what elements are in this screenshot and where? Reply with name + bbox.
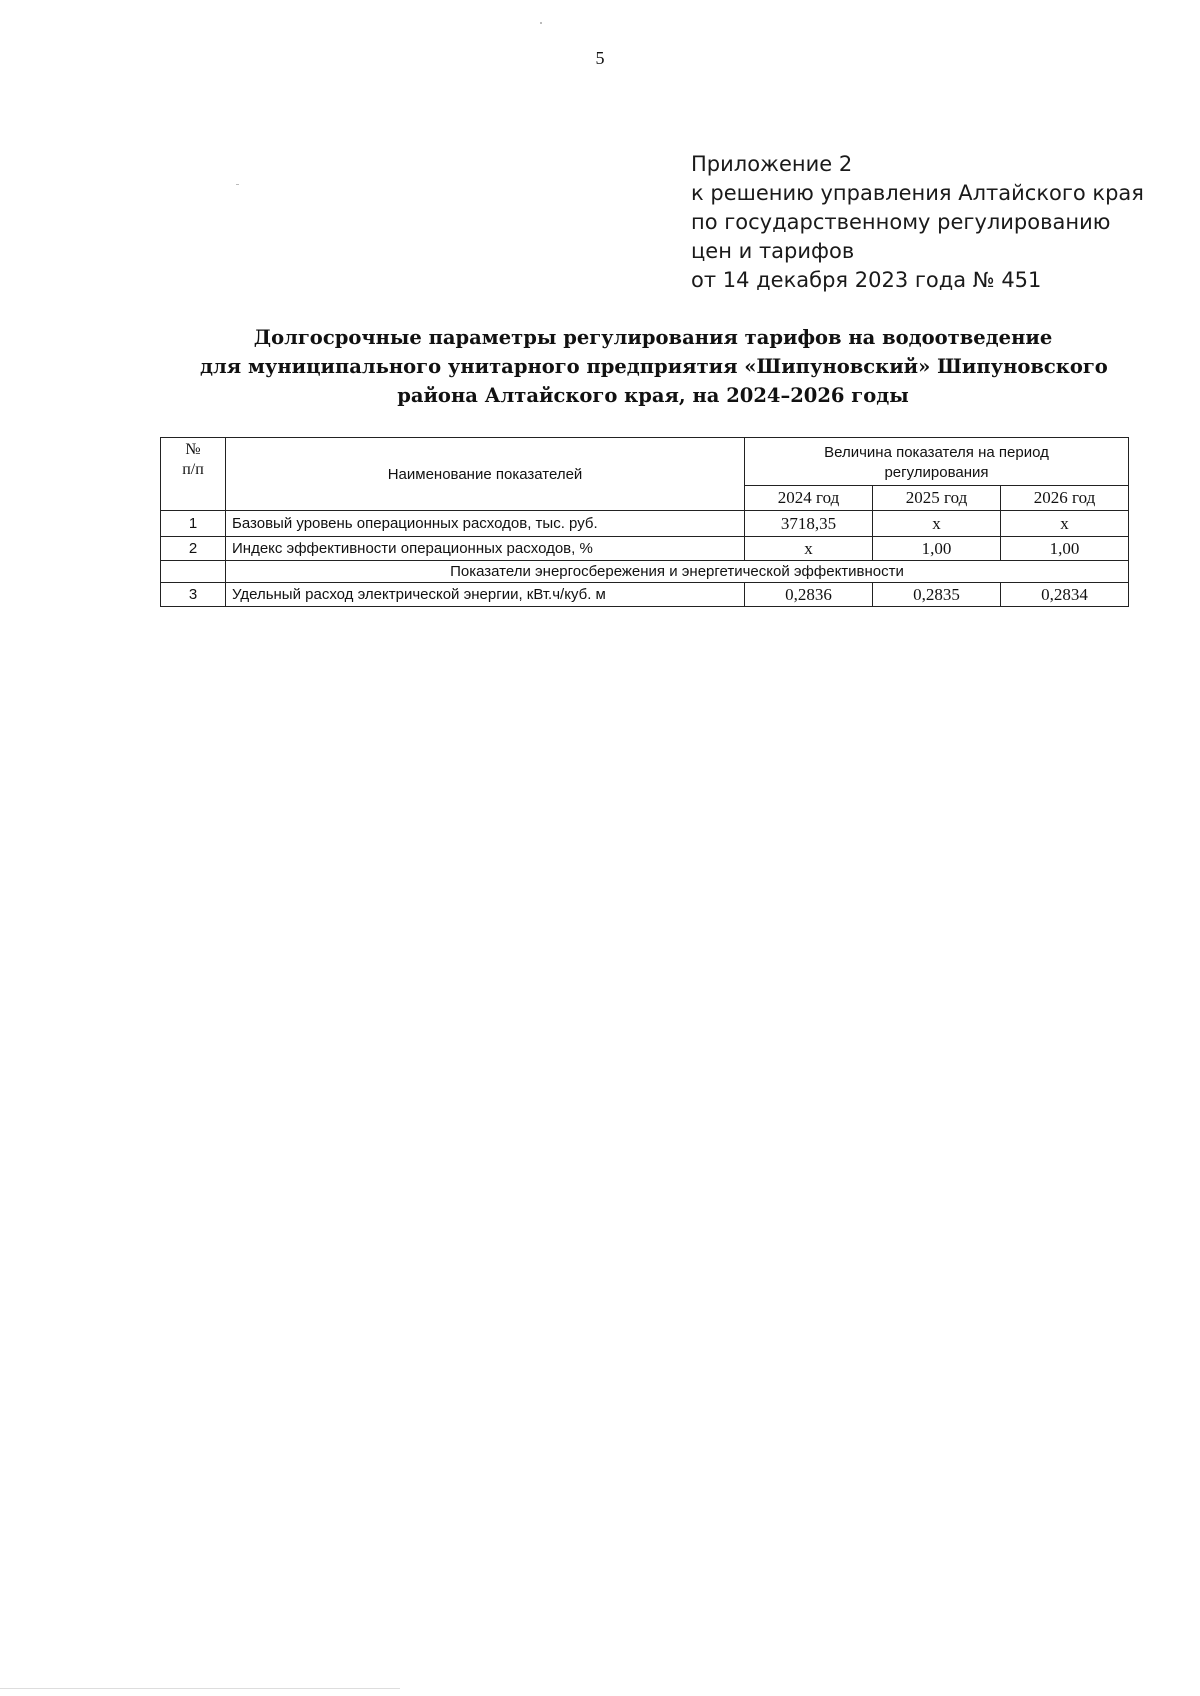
- document-title: [200, 323, 1106, 410]
- title-line-2: для муниципального унитарного предприятия «Шипуновский» Шипуновского: [200, 355, 1108, 378]
- row-value-2025: 0,2835: [873, 583, 1001, 607]
- header-number-sign: №: [185, 441, 201, 458]
- header-year-2025: 2025 год: [873, 486, 1001, 511]
- title-line-3: района Алтайского края, на 2024–2026 годы: [397, 384, 909, 407]
- header-number-cell: [161, 438, 226, 511]
- table-row: [161, 583, 1129, 607]
- header-year-2026: 2026 год: [1001, 486, 1129, 511]
- row-value-2026: х: [1001, 511, 1129, 537]
- scan-edge-line: [0, 1688, 400, 1689]
- row-value-2026: 1,00: [1001, 537, 1129, 561]
- section-empty-cell: [161, 561, 226, 583]
- row-number: 2: [161, 537, 226, 561]
- row-name: Базовый уровень операционных расходов, тыс. руб.: [226, 511, 745, 537]
- title-line-1: Долгосрочные параметры регулирования тарифов на водоотведение: [253, 326, 1053, 349]
- page-number: 5: [595, 48, 605, 68]
- row-name: Удельный расход электрической энергии, кВт.ч/куб. м: [226, 583, 745, 607]
- row-name: Индекс эффективности операционных расходов, %: [226, 537, 745, 561]
- table-row: [161, 511, 1129, 537]
- section-heading: Показатели энергосбережения и энергетической эффективности: [226, 561, 1129, 583]
- row-value-2026: 0,2834: [1001, 583, 1129, 607]
- row-value-2024: 0,2836: [745, 583, 873, 607]
- header-period-line-2: регулирования: [884, 463, 989, 481]
- appendix-line-3: по государственному регулированию: [691, 210, 1111, 234]
- header-period-cell: [745, 438, 1129, 486]
- row-value-2025: 1,00: [873, 537, 1001, 561]
- table-header-row: [161, 438, 1129, 486]
- scan-speck: [540, 22, 542, 24]
- header-year-2024: 2024 год: [745, 486, 873, 511]
- header-number-abbr: п/п: [182, 461, 204, 478]
- appendix-line-4: цен и тарифов: [691, 239, 855, 263]
- header-name-cell: Наименование показателей: [226, 438, 745, 511]
- scan-speck: [236, 184, 239, 185]
- appendix-line-2: к решению управления Алтайского края: [691, 181, 1144, 205]
- appendix-block: [691, 150, 1144, 295]
- table-section-row: [161, 561, 1129, 583]
- parameters-table: [160, 437, 1129, 607]
- appendix-line-1: Приложение 2: [691, 152, 853, 176]
- table-row: [161, 537, 1129, 561]
- row-number: 3: [161, 583, 226, 607]
- header-period-line-1: Величина показателя на период: [824, 443, 1049, 461]
- row-number: 1: [161, 511, 226, 537]
- appendix-line-5: от 14 декабря 2023 года № 451: [691, 268, 1042, 292]
- row-value-2025: х: [873, 511, 1001, 537]
- row-value-2024: х: [745, 537, 873, 561]
- row-value-2024: 3718,35: [745, 511, 873, 537]
